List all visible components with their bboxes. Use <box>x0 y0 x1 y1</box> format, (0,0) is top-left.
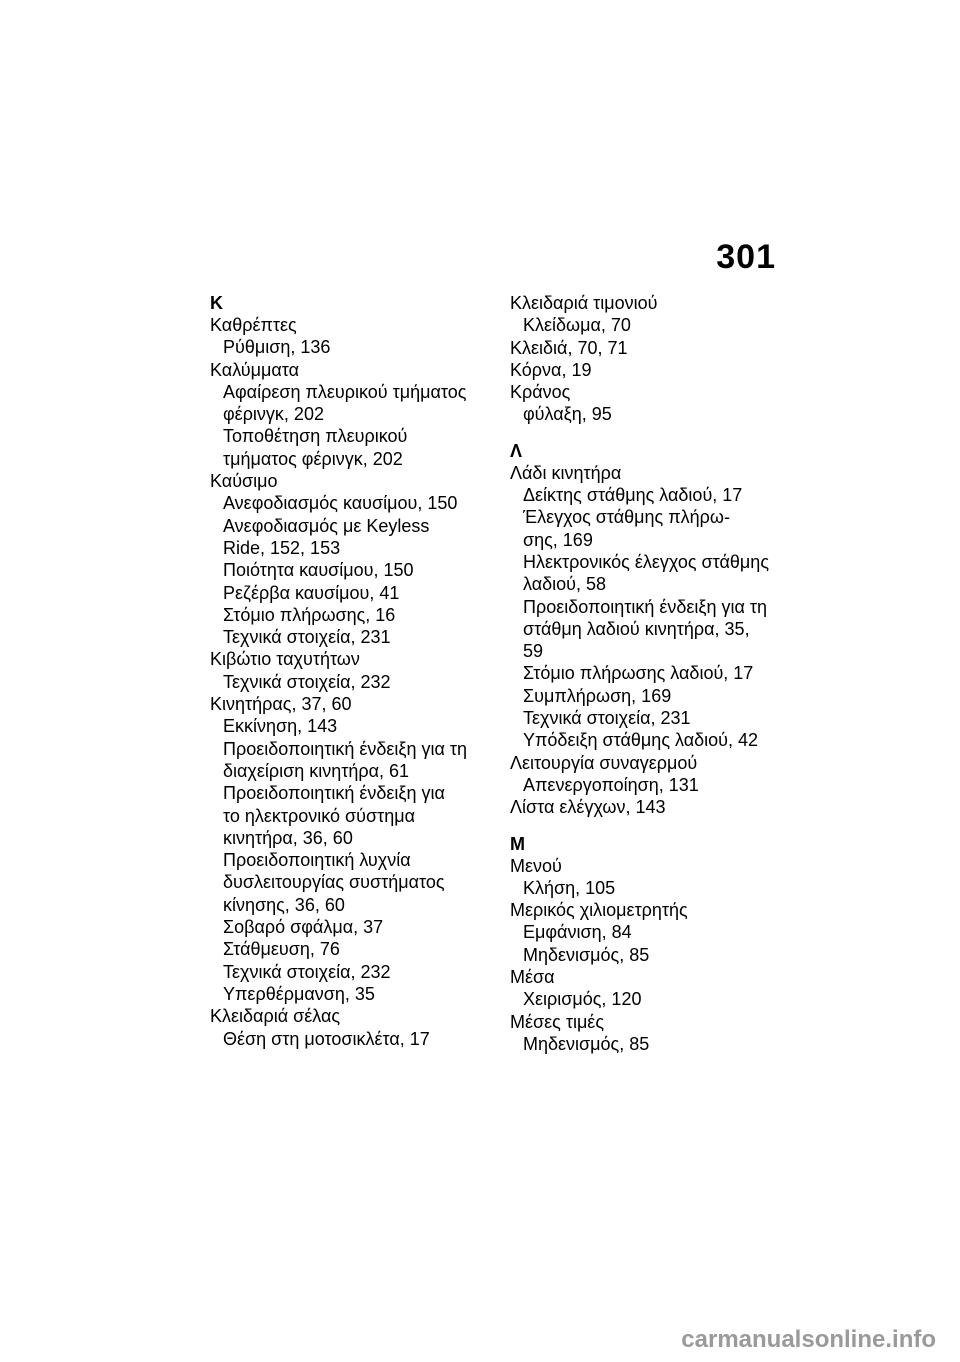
index-entry: Καλύμματα <box>210 359 300 380</box>
index-subentry: Τεχνικά στοιχεία, 232 <box>223 961 391 982</box>
index-subentry: δυσλειτουργίας συστήματος <box>223 872 445 893</box>
index-entry: Κόρνα, 19 <box>510 359 592 380</box>
index-entry: Κλειδαριά τιμονιού <box>510 293 658 313</box>
index-subentry: Προειδοποιητική ένδειξη για <box>223 783 445 804</box>
index-subentry: Ηλεκτρονικός έλεγχος στάθμης <box>523 551 769 572</box>
index-subentry: λαδιού, 58 <box>523 574 607 595</box>
index-subentry: Σοβαρό σφάλμα, 37 <box>223 917 384 938</box>
index-entry: Κλειδιά, 70, 71 <box>510 337 628 358</box>
index-column-left <box>210 292 500 1050</box>
index-subentry: Κλήση, 105 <box>523 877 616 898</box>
index-subentry: Στόμιο πλήρωσης, 16 <box>223 604 396 625</box>
index-subentry: Εκκίνηση, 143 <box>223 716 338 737</box>
index-subentry: Μηδενισμός, 85 <box>523 1033 650 1054</box>
index-subentry: Στάθμευση, 76 <box>223 939 340 960</box>
index-subentry: τμήματος φέρινγκ, 202 <box>223 448 403 469</box>
index-subentry: Ρύθμιση, 136 <box>223 337 331 358</box>
index-entry: Μέσα <box>510 967 555 988</box>
index-subentry: Υπόδειξη στάθμης λαδιού, 42 <box>523 730 759 751</box>
index-entry: Κιβώτιο ταχυτήτων <box>210 649 360 670</box>
index-subentry: Τεχνικά στοιχεία, 231 <box>223 627 391 648</box>
index-entry: Καθρέπτες <box>210 315 297 335</box>
index-subentry: Προειδοποιητική ένδειξη για τη <box>523 596 768 617</box>
index-subentry: Αφαίρεση πλευρικού τμήματος <box>223 381 467 402</box>
page-number: 301 <box>716 238 776 276</box>
index-entry: Μέσες τιμές <box>510 1011 605 1032</box>
index-subentry: Υπερθέρμανση, 35 <box>223 983 375 1004</box>
index-subentry: Τεχνικά στοιχεία, 231 <box>523 708 691 729</box>
index-entry: Μενού <box>510 855 562 876</box>
index-subentry: Ρεζέρβα καυσίμου, 41 <box>223 582 400 603</box>
index-subentry: Δείκτης στάθμης λαδιού, 17 <box>523 485 743 506</box>
index-subentry: διαχείριση κινητήρα, 61 <box>223 760 410 781</box>
index-subentry: Απενεργοποίηση, 131 <box>523 774 699 795</box>
index-subentry: Ποιότητα καυσίμου, 150 <box>223 560 414 581</box>
index-subentry: Κλείδωμα, 70 <box>523 315 631 336</box>
index-subentry: Ride, 152, 153 <box>223 537 341 558</box>
index-subentry: Στόμιο πλήρωσης λαδιού, 17 <box>523 663 754 684</box>
index-subentry: Τεχνικά στοιχεία, 232 <box>223 671 391 692</box>
index-subentry: κίνησης, 36, 60 <box>223 894 345 915</box>
index-subentry: Έλεγχος στάθμης πλήρω- <box>523 507 730 528</box>
index-subentry: Μηδενισμός, 85 <box>523 944 650 965</box>
index-entry: Μερικός χιλιομετρητής <box>510 900 688 921</box>
index-entry: Λειτουργία συναγερμού <box>510 752 698 773</box>
index-entry: Κλειδαριά σέλας <box>210 1006 341 1027</box>
index-subentry: στάθμη λαδιού κινητήρα, 35, <box>523 618 750 639</box>
index-subentry: 59 <box>523 641 544 662</box>
index-subentry: φέρινγκ, 202 <box>223 404 324 425</box>
section-letter: Κ <box>210 293 223 313</box>
index-subentry: σης, 169 <box>523 529 593 550</box>
section-letter: Μ <box>510 833 525 854</box>
index-subentry: Ανεφοδιασμός με Keyless <box>223 515 430 536</box>
index-subentry: Τοποθέτηση πλευρικού <box>223 426 408 447</box>
index-entry: Λίστα ελέγχων, 143 <box>510 797 666 818</box>
index-subentry: φύλαξη, 95 <box>523 404 612 425</box>
section-letter: Λ <box>510 440 523 461</box>
index-subentry: Θέση στη μοτοσικλέτα, 17 <box>223 1028 430 1049</box>
index-entry: Κινητήρας, 37, 60 <box>210 694 352 715</box>
index-subentry: Συμπλήρωση, 169 <box>523 685 672 706</box>
index-entry: Λάδι κινητήρα <box>510 462 622 483</box>
index-subentry: Προειδοποιητική λυχνία <box>223 850 411 871</box>
index-subentry: Χειρισμός, 120 <box>523 989 642 1010</box>
index-subentry: Προειδοποιητική ένδειξη για τη <box>223 738 468 759</box>
index-entry: Κράνος <box>510 382 571 403</box>
index-entry: Καύσιμο <box>210 471 278 492</box>
watermark-text: carmanualsonline.info <box>681 1326 936 1353</box>
index-column-right <box>510 292 800 1055</box>
index-subentry: το ηλεκτρονικό σύστημα <box>223 805 416 826</box>
index-subentry: Εμφάνιση, 84 <box>523 922 632 943</box>
index-subentry: κινητήρα, 36, 60 <box>223 827 353 848</box>
index-subentry: Ανεφοδιασμός καυσίμου, 150 <box>223 493 458 514</box>
